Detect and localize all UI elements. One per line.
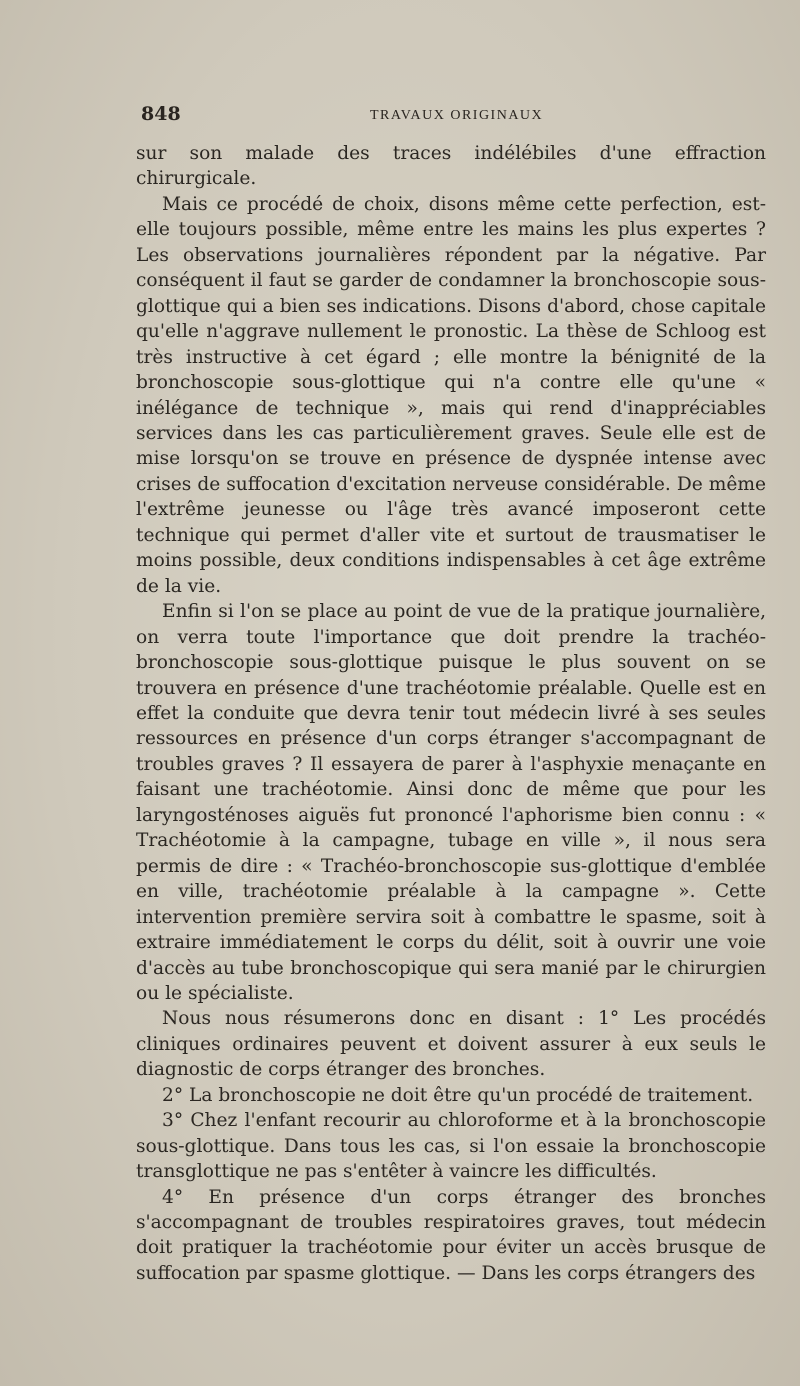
paragraph-indications: Mais ce procédé de choix, disons même cette perfection, est-elle toujours possible, même entre les mains les plus expertes ? Les observations journalières répondent par la négative. Par conséquent il faut se garder de condamner la bronchoscopie sous-glottique qui a bien ses indications. Disons d'abord, chose capitale qu'elle n'aggrave nullement le pronostic. La thèse de Schloog est très instructive à cet égard ; elle montre la bénignité de la bronchoscopie sous-glottique qui n'a contre elle qu'une « inélégance de technique », mais qui rend d'inappréciables services dans les cas particulièrement graves. Seule elle est de mise lorsqu'on se trouve en présence de dyspnée intense avec crises de suffocation d'excitation nerveuse considérable. De même l'extrême jeunesse ou l'âge très avancé imposeront cette technique qui permet d'aller vite et surtout de trausmatiser le moins possible, deux conditions indispensables à cet âge extrême de la vie.	[136, 193, 766, 597]
running-title: TRAVAUX ORIGINAUX	[370, 108, 544, 123]
paragraph-daily-practice: Enfin si l'on se place au point de vue de la pratique journalière, on verra toute l'importance que doit prendre la trachéo-bronchoscopie sous-glottique puisque le plus souvent on se trouvera en présence d'une trachéotomie préalable. Quelle est en effet la conduite que devra tenir tout médecin livré à ses seules ressources en présence d'un corps étranger s'accompagnant de troubles graves ? Il essayera de parer à l'asphyxie menaçante en faisant une trachéotomie. Ainsi donc de même que pour les laryngosténoses aiguës fut prononcé l'aphorisme bien connu : « Trachéotomie à la campagne, tubage en ville », il nous sera permis de dire : « Trachéo-bronchoscopie sus-glottique d'emblée en ville, trachéotomie préalable à la campagne ». Cette intervention première servira soit à combattre le spasme, soit à extraire immédiatement le corps du délit, soit à ouvrir une voie d'accès au tube bronchoscopique qui sera manié par le chirurgien ou le spécialiste.	[136, 601, 766, 1004]
paragraph-summary-1: Nous nous résumerons donc en disant : 1° Les procédés cliniques ordinaires peuvent et doivent assurer à eux seuls le diagnostic de corps étranger des bronches.	[136, 1008, 766, 1081]
page-header	[138, 103, 764, 131]
paragraph-summary-4: 4° En présence d'un corps étranger des bronches s'accompagnant de troubles respiratoires graves, tout médecin doit pratiquer la trachéotomie pour éviter un accès brusque de suffocation par spasme glottique. — Dans les corps étrangers des	[136, 1186, 766, 1284]
paragraph-summary-3: 3° Chez l'enfant recourir au chloroforme et à la bronchoscopie sous-glottique. Dans tous les cas, si l'on essaie la bronchoscopie transglottique ne pas s'entêter à vaincre les difficultés.	[136, 1110, 766, 1183]
page-number: 848	[141, 103, 181, 125]
paragraph-continuation: sur son malade des traces indélébiles d'une effraction chirurgicale.	[136, 143, 766, 190]
body-text	[136, 141, 766, 1286]
paragraph-summary-2: 2° La bronchoscopie ne doit être qu'un procédé de traitement.	[162, 1084, 754, 1106]
